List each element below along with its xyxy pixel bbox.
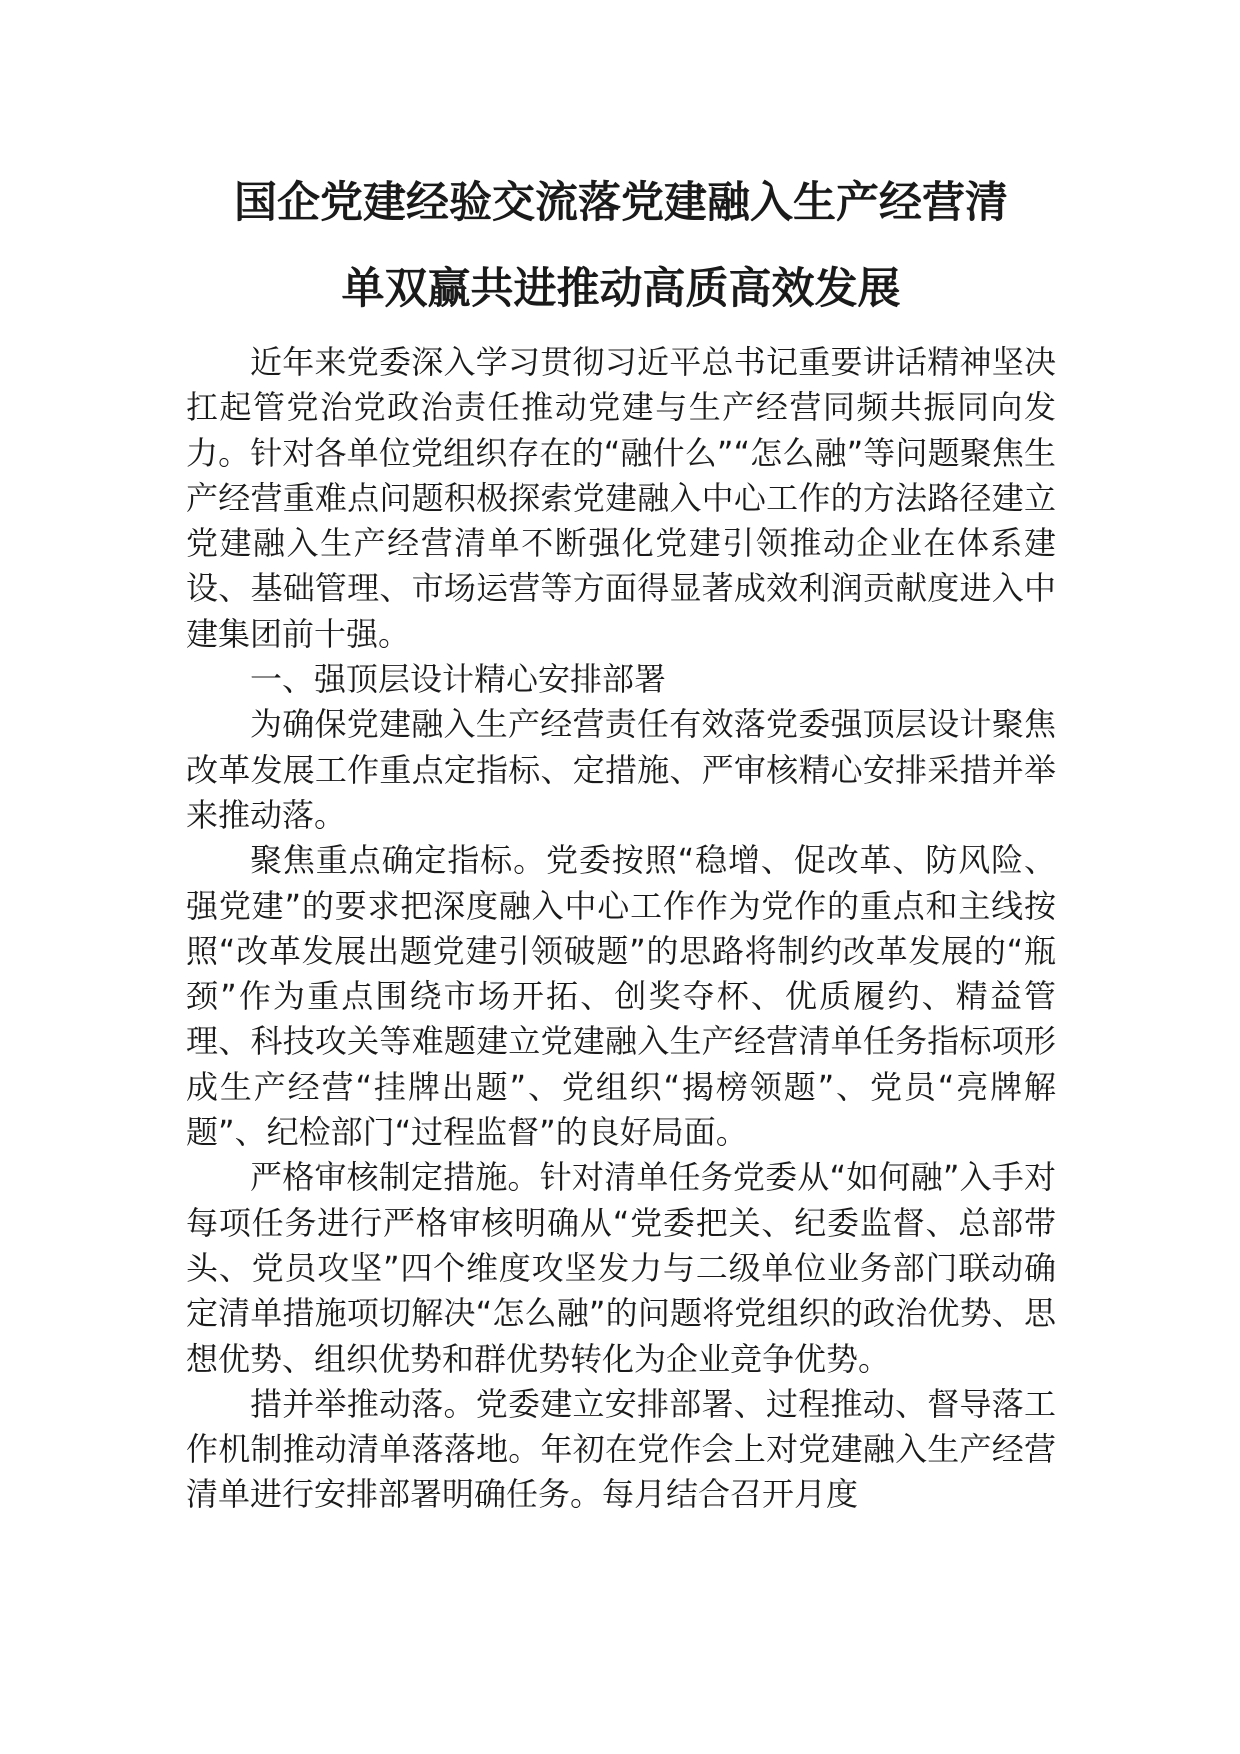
document-title: [186, 160, 1056, 332]
paragraph-intro: 近年来党委深入学习贯彻习近平总书记重要讲话精神坚决扛起管党治党政治责任推动党建与生产经营同频共振同向发力。针对各单位党组织存在的“融什么”“怎么融”等问题聚焦生产经营重难点问题积极探索党建融入中心工作的方法路径建立党建融入生产经营清单不断强化党建引领推动企业在体系建设、基础管理、市场运营等方面得显著成效利润贡献度进入中建集团前十强。: [186, 343, 1056, 653]
title-line-2: 单双赢共进推动高质高效发展: [341, 264, 901, 314]
document-body: [186, 340, 1056, 1518]
paragraph-indicators: 聚焦重点确定指标。党委按照“稳增、促改革、防风险、强党建”的要求把深度融入中心工作作为党作的重点和主线按照“改革发展出题党建引领破题”的思路将制约改革发展的“瓶颈”作为重点围绕市场开拓、创奖夺杯、优质履约、精益管理、科技攻关等难题建立党建融入生产经营清单任务指标项形成生产经营“挂牌出题”、党组织“揭榜领题”、党员“亮牌解题”、纪检部门“过程监督”的良好局面。: [186, 841, 1056, 1152]
title-line-1: 国企党建经验交流落党建融入生产经营清: [234, 178, 1008, 228]
section-heading-1: 一、强顶层设计精心安排部署: [250, 660, 667, 699]
paragraph-measures: 严格审核制定措施。针对清单任务党委从“如何融”入手对每项任务进行严格审核明确从“党委把关、纪委监督、总部带头、党员攻坚”四个维度攻坚发力与二级单位业务部门联动确定清单措施项切解决“怎么融”的问题将党组织的政治优势、思想优势、组织优势和群优势转化为企业竞争优势。: [186, 1158, 1056, 1378]
paragraph-implementation: 措并举推动落。党委建立安排部署、过程推动、督导落工作机制推动清单落落地。年初在党作会上对党建融入生产经营清单进行安排部署明确任务。每月结合召开月度: [186, 1384, 1056, 1514]
paragraph-section-1: 为确保党建融入生产经营责任有效落党委强顶层设计聚焦改革发展工作重点定指标、定措施、严审核精心安排采措并举来推动落。: [186, 705, 1056, 834]
